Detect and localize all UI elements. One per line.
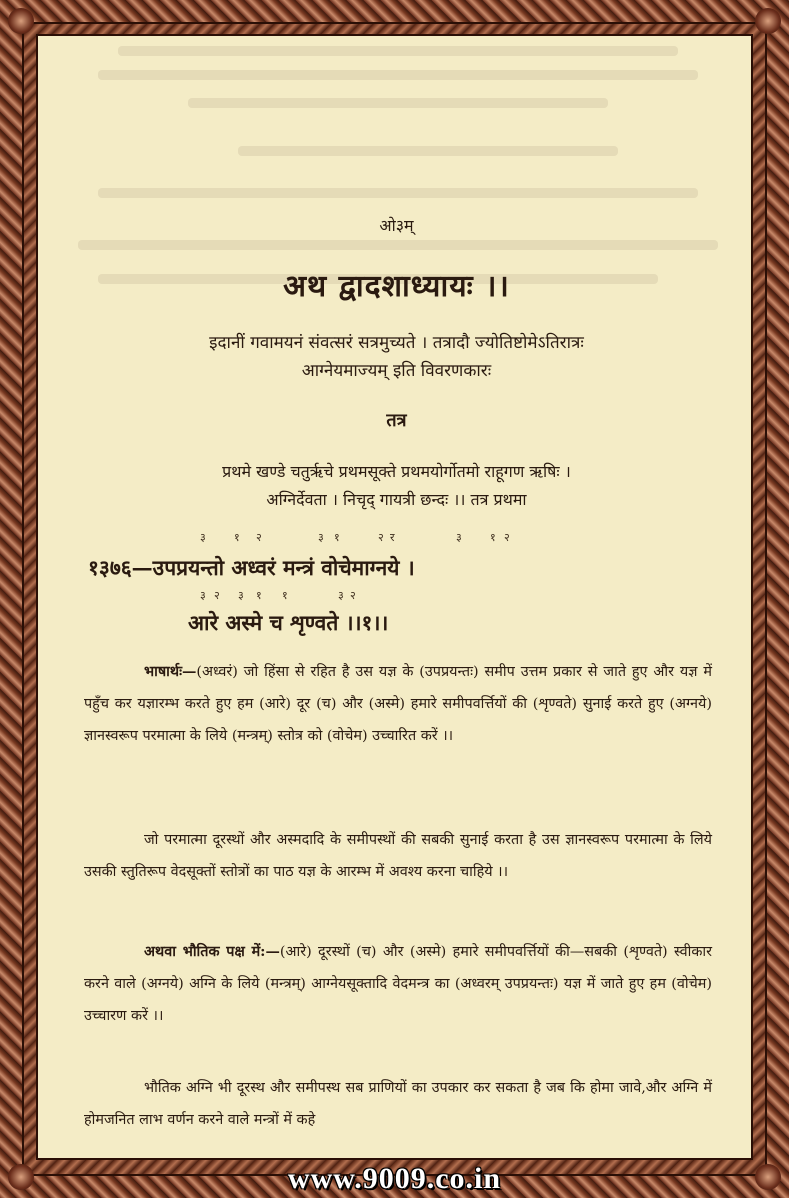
corner-ornament-icon [8, 8, 34, 34]
accent-mark: १ [234, 531, 240, 544]
accent-mark: १ [490, 531, 496, 544]
chapter-title: अथ द्वादशाध्यायः ।। [283, 269, 510, 304]
bleed-through-line [118, 46, 678, 56]
accent-mark: २ [256, 531, 262, 544]
bleed-through-line [98, 70, 698, 80]
accent-mark: ३ [200, 531, 206, 544]
accent-mark: र [390, 531, 395, 544]
accent-mark: १ [256, 589, 262, 602]
alternate-meaning-paragraph [84, 936, 712, 1032]
bleed-through-line [238, 146, 618, 156]
accent-mark: १ [282, 589, 288, 602]
mantra-line-2: आरे अस्मे च शृण्वते ।।१।। [188, 610, 389, 635]
accent-mark: २ [504, 531, 510, 544]
seer-line-2: अग्निर्देवता । निचृद् गायत्री छन्दः ।। तत्र प्रथमा [266, 490, 527, 509]
meaning-label: भाषार्थः— [144, 663, 197, 680]
physical-fire-paragraph [84, 1072, 712, 1136]
alternate-meaning-text: (आरे) दूरस्थों (च) और (अस्मे) हमारे समीपवर्त्तियों की—सबकी (शृण्वते) स्वीकार करने वाले (अग्नये) अग्नि के लिये (मन्त्रम्) आग्नेयसूक्तादि वेदमन्त्र का (अध्वरम् उपप्रयन्तः) यज्ञ में जाते हुए हम (वोचेम) उच्चारण करें ।। [84, 944, 712, 1024]
explanation-paragraph [84, 824, 712, 888]
bleed-through-line [188, 98, 608, 108]
accent-mark: २ [378, 531, 384, 544]
section-heading: तत्र [386, 410, 407, 431]
accent-mark: ३ [238, 589, 244, 602]
alternate-meaning-label: अथवा भौतिक पक्ष में:— [144, 943, 280, 960]
bleed-through-line [78, 240, 718, 250]
website-watermark: www.9009.co.in [287, 1162, 502, 1195]
accent-mark: ३ [338, 589, 344, 602]
meaning-text: (अध्वरं) जो हिंसा से रहित है उस यज्ञ के (उपप्रयन्तः) समीप उत्तम प्रकार से जाते हुए और यज्ञ में पहुँच कर यज्ञारम्भ करते हुए हम (आरे) दूर (च) और (अस्मे) हमारे समीपवर्त्तियों की (शृण्वते) सुनाई करते हुए (अग्नये) ज्ञानस्वरूप परमात्मा के लिये (मन्त्रम्) स्तोत्र को (वोचेम) उच्चारित करें ।। [84, 664, 712, 744]
meaning-paragraph [84, 656, 712, 752]
intro-line-2: आग्नेयमाज्यम् इति विवरणकारः [301, 361, 492, 381]
explanation-text: जो परमात्मा दूरस्थों और अस्मदादि के समीपस्थों की सबकी सुनाई करता है उस ज्ञानस्वरूप परमात्मा के लिये उसकी स्तुतिरूप वेदसूक्तों स्तोत्रों का पाठ यज्ञ के आरम्भ में अवश्य करना चाहिये ।। [84, 832, 712, 880]
scanned-page [36, 34, 753, 1160]
physical-fire-text: भौतिक अग्नि भी दूरस्थ और समीपस्थ सब प्राणियों का उपकार कर सकता है जब कि होमा जावे,और अग्नि में होमजनित लाभ वर्णन करने वाले मन्त्रों में कहे [84, 1080, 712, 1128]
bleed-through-line [98, 188, 698, 198]
corner-ornament-icon [755, 8, 781, 34]
accent-mark: २ [214, 589, 220, 602]
mantra-line-1: १३७६—उपप्रयन्तो अध्वरं मन्त्रं वोचेमाग्नये । [88, 555, 415, 580]
seer-line-1: प्रथमे खण्डे चतुर्ऋचे प्रथमसूक्ते प्रथमयोर्गोतमो राहूगण ऋषिः । [222, 462, 571, 481]
accent-mark: ३ [200, 589, 206, 602]
intro-line-1: इदानीं गवामयनं संवत्सरं सत्रमुच्यते । तत्रादौ ज्योतिष्टोमेऽतिरात्रः [209, 333, 584, 353]
om-heading: ओ३म् [379, 216, 414, 235]
accent-mark: २ [350, 589, 356, 602]
accent-mark: १ [334, 531, 340, 544]
accent-mark: ३ [456, 531, 462, 544]
accent-mark: ३ [318, 531, 324, 544]
